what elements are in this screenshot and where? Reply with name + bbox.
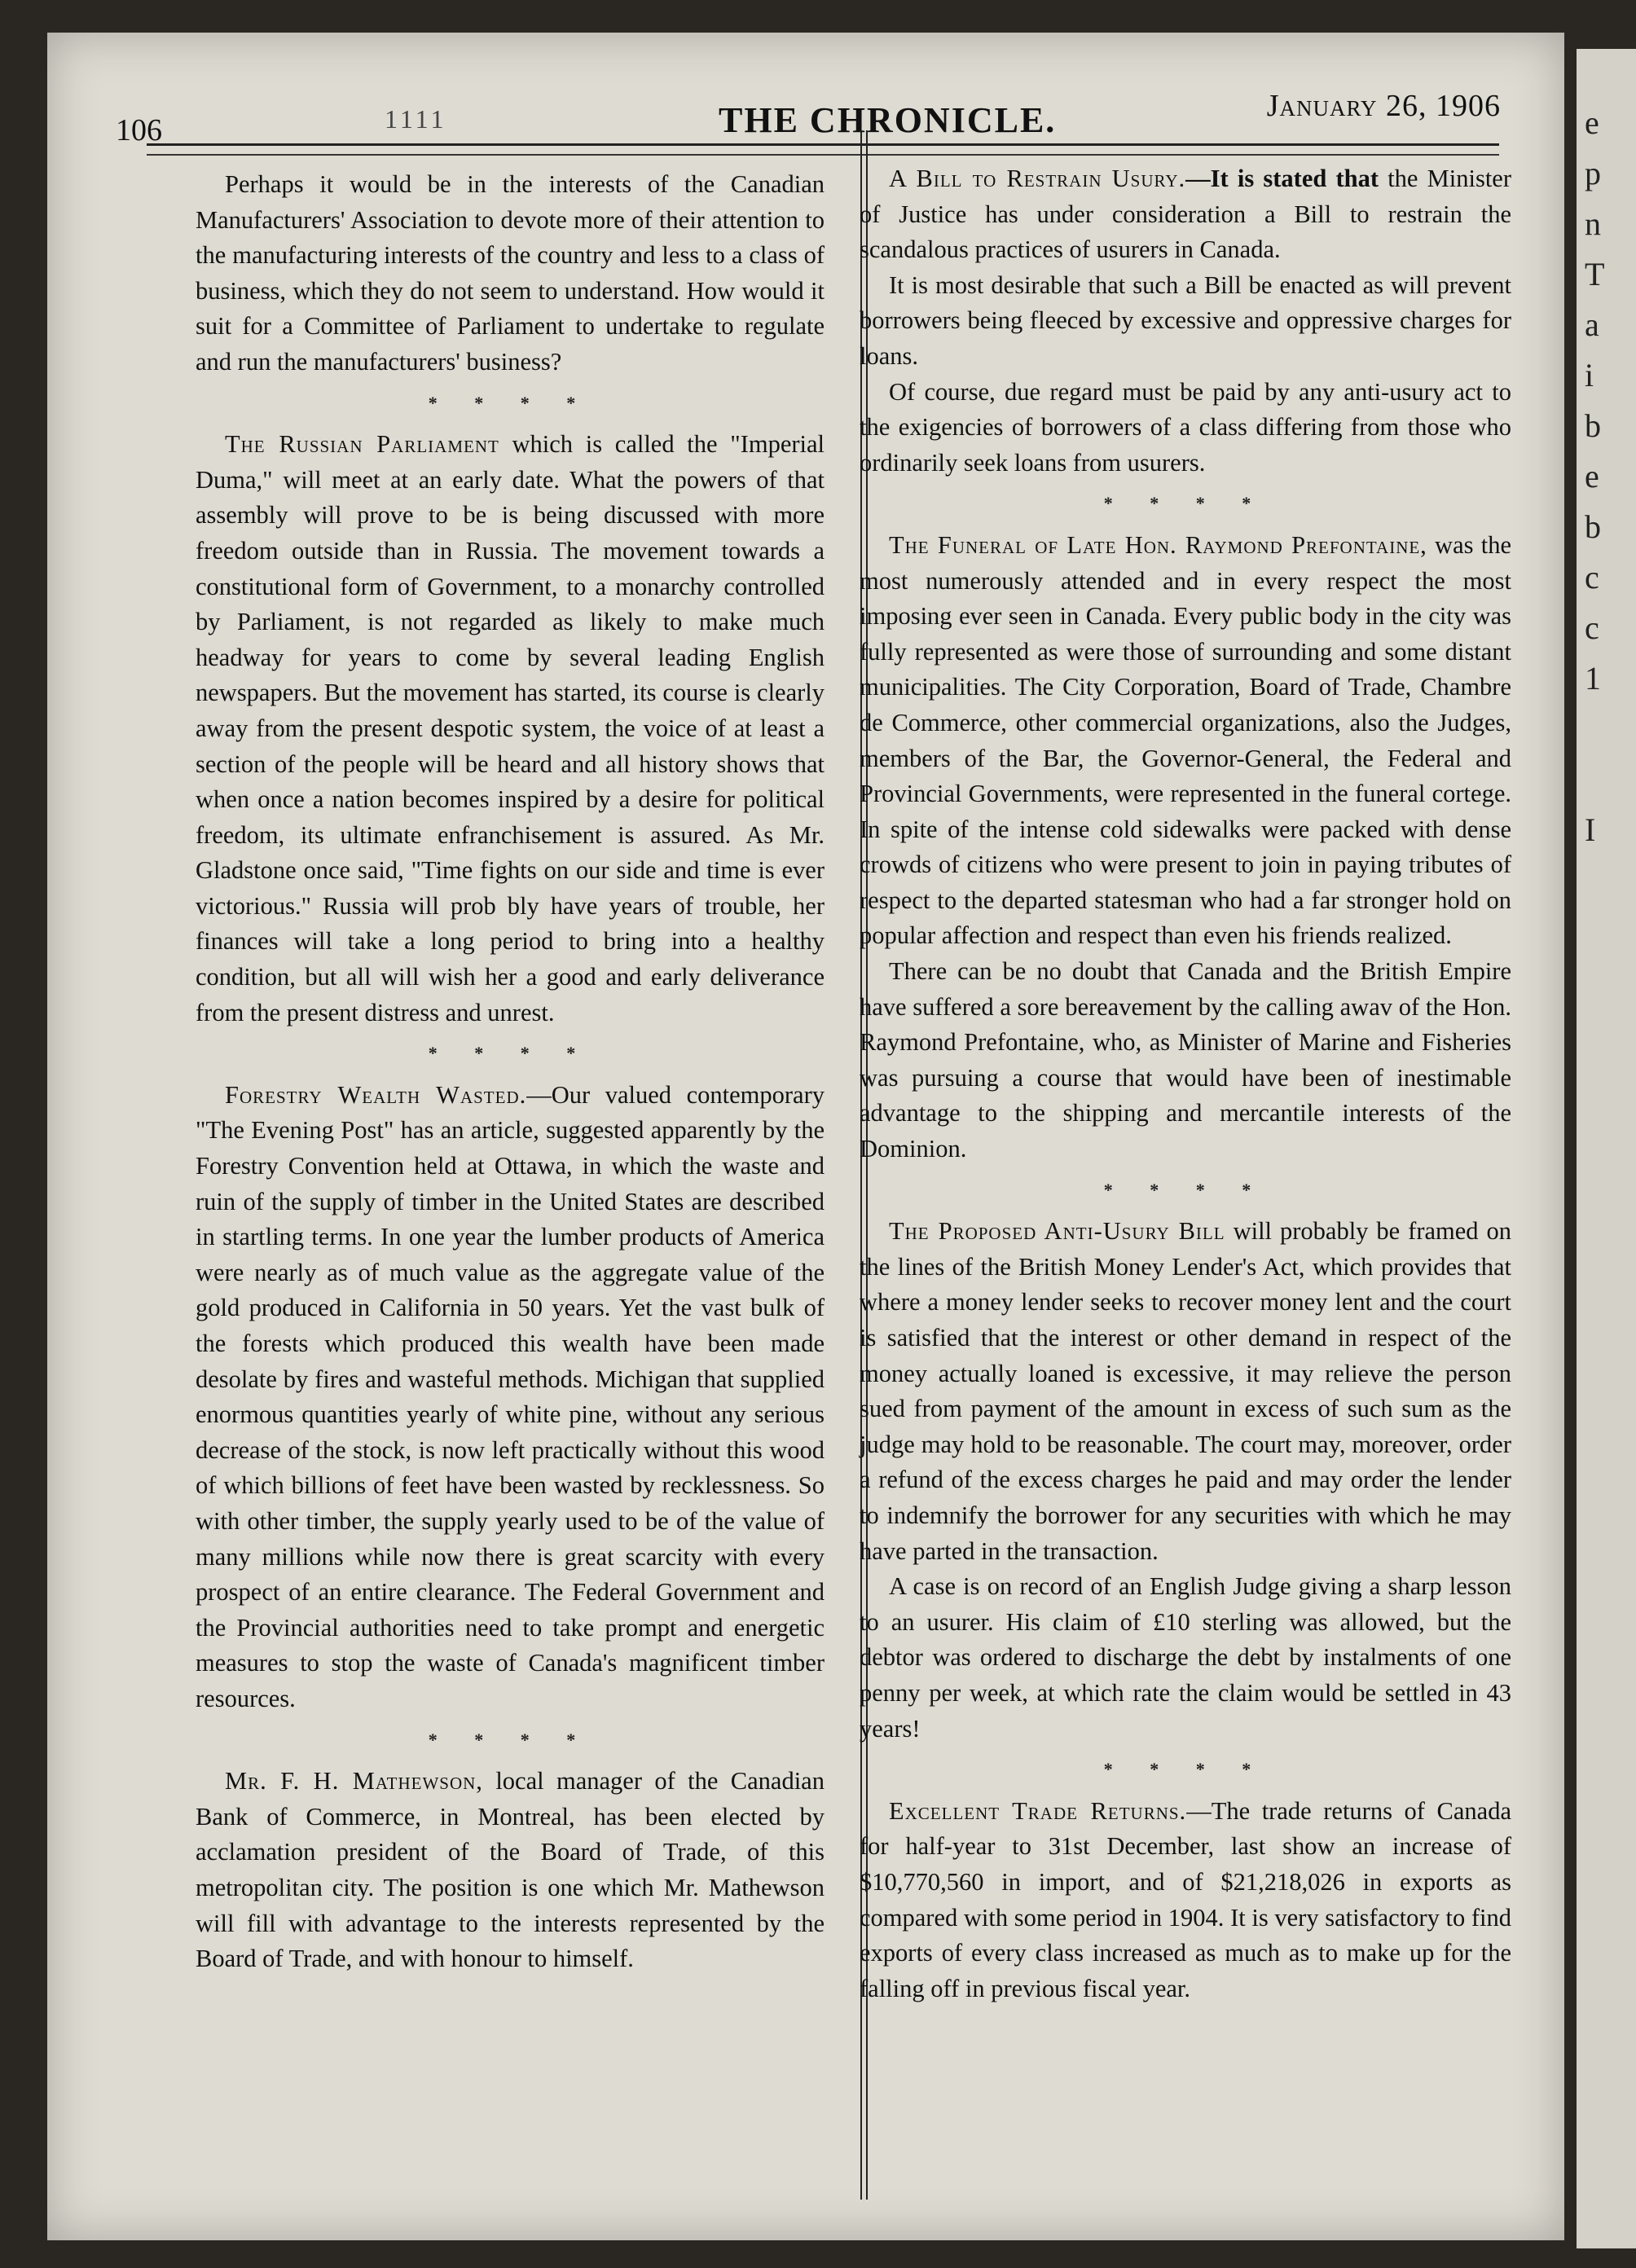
article-funeral xyxy=(860,528,1511,954)
article-body: will probably be framed on the lines of the British Money Lender's Act, which provides that where a money lender seeks to recover money lent and the court is satisfied that the interest or other demand in respect of the money actually loaned is excessive, it may relieve the person sued from payment of the amount in excess of such sum as the judge may hold to be reasonable. The court may, moreover, order a refund of the excess charges he paid and may order the lender to indemnify the borrower for any securities with which he may have parted in the transaction. xyxy=(860,1217,1512,1565)
left-column xyxy=(196,167,825,1977)
article-usury-bill xyxy=(860,161,1511,268)
header-rule xyxy=(147,143,1499,156)
adjacent-page-edge xyxy=(1577,49,1636,2248)
article-heading: The Russian Parliament xyxy=(225,430,499,459)
section-separator: * * * * xyxy=(428,1729,592,1750)
article-lead: —It is stated that xyxy=(1185,165,1379,192)
article-heading: The Proposed Anti-Usury Bill xyxy=(889,1217,1225,1246)
article-body: the Minister of Justice has under consideration a Bill to restrain the scandalous practices of usurers in Canada. xyxy=(860,165,1511,264)
article-heading: Forestry Wealth Wasted. xyxy=(225,1080,527,1109)
article-paragraph: There can be no doubt that Canada and the British Empire have suffered a sore bereavement by the calling awav of the Hon. Raymond Prefontaine, who, as Minister of Marine and Fisheries was pursuing a course that would have been of inestimable advantage to the shipping and mercantile interests of the Dominion. xyxy=(860,957,1511,1163)
article-paragraph: Of course, due regard must be paid by any anti-usury act to the exigencies of borrowers of a class differing from those who ordinarily seek loans from usurers. xyxy=(860,377,1511,477)
article-body: —The trade returns of Canada for half-year to 31st December, last show an increase of $10,770,560 in import, and of $21,218,026 in exports as compared with some period in 1904. It is very satisfactory to find exports of every class increased as much as to make up for the falling off in previous fiscal year. xyxy=(860,1796,1511,2002)
section-separator: * * * * xyxy=(1103,1179,1268,1200)
section-separator: * * * * xyxy=(1103,493,1268,514)
section-separator: * * * * xyxy=(428,392,592,413)
section-separator: * * * * xyxy=(1103,1759,1268,1780)
article-forestry xyxy=(196,1078,825,1717)
article-heading: The Funeral of Late Hon. Raymond Prefontaine, xyxy=(889,530,1427,559)
running-head xyxy=(116,88,1501,147)
article-heading: A Bill to Restrain Usury. xyxy=(889,165,1186,192)
article-mathewson xyxy=(196,1764,825,1977)
article-anti-usury xyxy=(860,1214,1511,1569)
printer-mark: 1111 xyxy=(385,104,447,134)
article-paragraph: It is most desirable that such a Bill be enacted as will prevent borrowers being fleeced by excessive and oppressive charges for loans. xyxy=(860,270,1511,370)
article-heading: Mr. F. H. Mathewson, xyxy=(225,1767,483,1796)
article-paragraph: A case is on record of an English Judge giving a sharp lesson to an usurer. His claim of £10 sterling was allowed, but the debtor was ordered to discharge the debt by instalments of one penny per week, at which rate the claim would be settled in 43 years! xyxy=(860,1572,1511,1743)
section-separator: * * * * xyxy=(428,1043,592,1064)
issue-date: January 26, 1906 xyxy=(1266,89,1501,123)
right-column xyxy=(860,161,1511,2006)
publication-title: THE CHRONICLE. xyxy=(719,100,1057,140)
article-trade-returns xyxy=(860,1794,1511,2007)
article-body: —Our valued contemporary "The Evening Post" has an article, suggested apparently by the Forestry Convention held at Ottawa, in which the waste and ruin of the supply of timber in the United States are described in startling terms. In one year the lumber products of America were nearly as of much value as the aggregate value of the gold produced in California in 50 years. Yet the vast bulk of the forests which produced this wealth have been made desolate by fires and wasteful methods. Michigan that supplied enormous quantities yearly of white pine, without any serious decrease of the stock, is now left practically without this wood of which billions of feet have been wasted by recklessness. So with other timber, the supply yearly used to be of the value of many millions while now there is great scarcity with every prospect of an entire clearance. The Federal Government and the Provincial authorities need to take prompt and energetic measures to stop the waste of Canada's magnificent timber resources. xyxy=(196,1080,825,1712)
article-manufacturers: Perhaps it would be in the interests of the Canadian Manufacturers' Association to devote more of their attention to the manufacturing interests of the country and less to a class of business, which they do not seem to understand. How would it suit for a Committee of Parliament to undertake to regulate and run the manufacturers' business? xyxy=(196,170,825,376)
article-heading: Excellent Trade Returns. xyxy=(889,1796,1187,1825)
page-number: 106 xyxy=(116,113,162,147)
article-body: which is called the "Imperial Duma," will meet at an early date. What the powers of that assembly will prove to be is being discussed with more freedom outside than in Russia. The movement towards a constitutional form of Government, to a monarchy controlled by Parliament, is not regarded as likely to make much headway for years to come by several leading English newspapers. But the movement has started, its course is clearly away from the present despotic system, the voice of at least a section of the people will be heard and all history shows that when once a nation becomes inspired by a desire for political freedom, its ultimate enfranchisement is assured. As Mr. Gladstone once said, "Time fights on our side and time is ever victorious." Russia will prob bly have years of trouble, her finances will take a long period to bring into a healthy condition, but all will wish her a good and early deliverance from the present distress and unrest. xyxy=(196,430,825,1026)
adjacent-page-fragment: e p n T a i b e b c c 1 I xyxy=(1585,104,1605,848)
article-body: local manager of the Canadian Bank of Commerce, in Montreal, has been elected by acclamation president of the Board of Trade, of this metropolitan city. The position is one which Mr. Mathewson will fill with advantage to the interests represented by the Board of Trade, and with honour to himself. xyxy=(196,1767,825,1973)
article-body: was the most numerously attended and in every respect the most imposing ever seen in Canada. Every public body in the city was fully represented as were those of surrounding and some distant municipalities. The City Corporation, Board of Trade, Chambre de Commerce, other commercial organizations, also the Judges, members of the Bar, the Governor-General, the Federal and Provincial Governments, were represented in the funeral cortege. In spite of the intense cold sidewalks were packed with dense crowds of citizens who were present to join in paying tributes of respect to the departed statesman who had a far stronger hold on popular affection and respect than even his friends realized. xyxy=(860,530,1511,950)
article-russian-parliament xyxy=(196,427,825,1031)
